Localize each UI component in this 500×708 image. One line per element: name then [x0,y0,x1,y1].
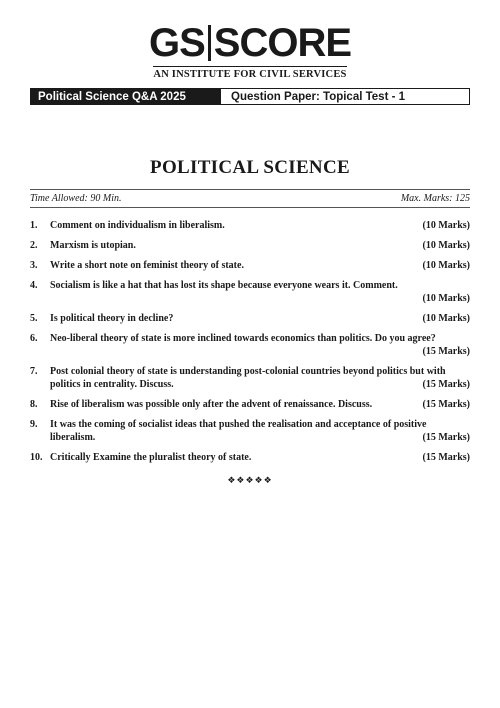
tagline: AN INSTITUTE FOR CIVIL SERVICES [153,66,346,80]
question-number: 1. [30,220,38,231]
question-item [30,451,470,464]
question-item [30,418,470,444]
question-text: Is political theory in decline? [50,313,174,324]
question-number: 2. [30,240,38,251]
meta-bottom-rule [30,207,470,208]
question-text: Rise of liberalism was possible only after the advent of renaissance. Discuss. [50,399,373,410]
question-marks: (15 Marks) [422,379,470,390]
banner-series: Political Science Q&A 2025 [30,88,220,105]
banner [30,88,470,105]
question-item [30,398,470,411]
question-number: 3. [30,260,38,271]
question-marks: (10 Marks) [422,293,470,304]
question-text-cont: politics in centrality. Discuss. [50,379,174,390]
question-number: 4. [30,280,38,291]
question-item [30,332,470,358]
end-ornament: ❖❖❖❖❖ [227,475,273,485]
question-number: 10. [30,452,43,463]
question-marks: (15 Marks) [422,432,470,443]
question-item [30,365,470,391]
question-marks: (15 Marks) [422,452,470,463]
banner-paper: Question Paper: Topical Test - 1 [220,88,470,105]
max-marks: Max. Marks: 125 [400,192,470,204]
question-marks: (10 Marks) [422,313,470,324]
question-marks: (10 Marks) [422,260,470,271]
time-allowed: Time Allowed: 90 Min. [30,192,122,204]
page-title: POLITICAL SCIENCE [150,157,350,178]
question-text: Socialism is like a hat that has lost its shape because everyone wears it. Comment. [50,280,398,291]
question-item [30,312,470,325]
header [0,22,500,82]
question-list [30,219,470,471]
question-marks: (15 Marks) [422,346,470,357]
meta-top-rule [30,189,470,190]
question-text: Write a short note on feminist theory of state. [50,260,244,271]
question-text: Marxism is utopian. [50,240,136,251]
question-item [30,219,470,232]
question-marks: (10 Marks) [422,240,470,251]
logo [149,22,351,64]
question-item [30,259,470,272]
question-item [30,279,470,305]
question-text: It was the coming of socialist ideas that pushed the realisation and acceptance of positive [50,419,427,430]
question-number: 6. [30,333,38,344]
question-marks: (15 Marks) [422,399,470,410]
question-text: Neo-liberal theory of state is more inclined towards economics than politics. Do you agree? [50,333,436,344]
logo-score: SCORE [213,21,352,65]
question-text: Critically Examine the pluralist theory of state. [50,452,252,463]
question-number: 8. [30,399,38,410]
meta-row [30,191,470,205]
question-item [30,239,470,252]
question-text: Comment on individualism in liberalism. [50,220,225,231]
logo-divider [208,25,211,61]
question-number: 7. [30,366,38,377]
question-number: 5. [30,313,38,324]
question-number: 9. [30,419,38,430]
question-text-cont: liberalism. [50,432,96,443]
logo-gs: GS [148,21,205,65]
question-text: Post colonial theory of state is understanding post-colonial countries beyond politics but with [50,366,446,377]
question-marks: (10 Marks) [422,220,470,231]
